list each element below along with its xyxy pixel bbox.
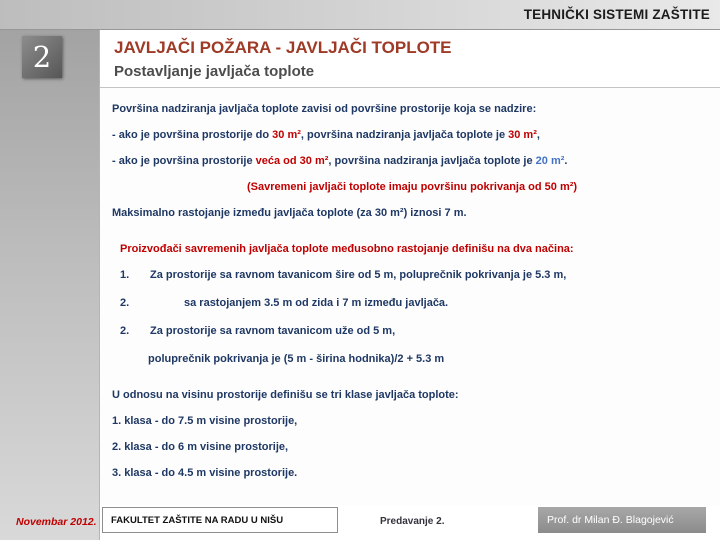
content-line <box>112 102 712 116</box>
content-line <box>112 206 712 220</box>
text-segment: (Savremeni javljači toplote imaju površinu pokrivanja od 50 m²) <box>246 181 578 193</box>
slide-title: JAVLJAČI POŽARA - JAVLJAČI TOPLOTE <box>114 38 452 57</box>
content-line <box>112 414 712 428</box>
brand-title: TEHNIČKI SISTEMI ZAŠTITE <box>523 7 710 22</box>
text-segment: Površina nadziranja javljača toplote zavisi od površine prostorije koja se nadzire: <box>112 103 537 115</box>
content-line <box>120 324 712 338</box>
content-line <box>120 296 712 310</box>
content-line <box>112 128 712 142</box>
top-strip <box>0 0 720 30</box>
content-line <box>112 154 712 168</box>
text-segment: Proizvođači savremenih javljača toplote međusobno rastojanje definišu na dva načina: <box>120 243 574 255</box>
text-segment: 1. klasa - do 7.5 m visine prostorije, <box>112 415 298 427</box>
text-segment: veća od 30 m² <box>255 155 329 167</box>
slide-number: 2 <box>32 40 52 74</box>
text-segment: , <box>536 129 540 141</box>
slide-number-box <box>22 36 62 78</box>
content-line <box>112 180 712 194</box>
text-segment: - ako je površina prostorije do <box>112 129 273 141</box>
text-segment: 20 m² <box>535 155 565 167</box>
text-segment: 30 m² <box>272 129 301 141</box>
text-segment: sa rastojanjem 3.5 m od zida i 7 m između javljača. <box>184 297 449 309</box>
content-lines <box>100 88 720 505</box>
text-segment: 2. klasa - do 6 m visine prostorije, <box>112 441 289 453</box>
text-segment: 3. klasa - do 4.5 m visine prostorije. <box>112 467 298 479</box>
content-line <box>120 268 712 282</box>
footer-date: Novembar 2012. <box>16 516 97 528</box>
left-side-band <box>0 30 100 540</box>
text-segment: - ako je površina prostorije <box>112 155 256 167</box>
text-segment: U odnosu na visinu prostorije definišu se tri klase javljača toplote: <box>112 389 459 401</box>
text-segment: , površina nadziranja javljača toplote je <box>328 155 536 167</box>
content-line <box>112 440 712 454</box>
footer-faculty-label: FAKULTET ZAŠTITE NA RADU U NIŠU <box>111 514 284 526</box>
content-line <box>120 242 712 256</box>
text-segment: . <box>564 155 568 167</box>
list-number: 1. <box>120 269 130 281</box>
list-number: 2. <box>120 297 130 309</box>
text-segment: , površina nadziranja javljača toplote je <box>300 129 509 141</box>
footer-lecture: Predavanje 2. <box>380 516 445 527</box>
text-segment: 30 m² <box>508 129 537 141</box>
footer-author-box <box>538 507 706 533</box>
text-segment: Za prostorije sa ravnom tavanicom uže od 5 m, <box>150 325 396 337</box>
footer-author-label: Prof. dr Milan Đ. Blagojević <box>547 514 674 526</box>
content-line <box>148 352 712 366</box>
text-segment: poluprečnik pokrivanja je (5 m - širina hodnika)/2 + 5.3 m <box>148 353 445 365</box>
list-number: 2. <box>120 325 130 337</box>
content-line <box>112 466 712 480</box>
title-block <box>100 30 720 88</box>
content-line <box>112 388 712 402</box>
text-segment: Za prostorije sa ravnom tavanicom šire od 5 m, poluprečnik pokrivanja je 5.3 m, <box>150 269 567 281</box>
footer-faculty-box <box>102 507 338 533</box>
slide-subtitle: Postavljanje javljača toplote <box>114 63 315 80</box>
text-segment: Maksimalno rastojanje između javljača toplote (za 30 m²) iznosi 7 m. <box>112 207 467 219</box>
